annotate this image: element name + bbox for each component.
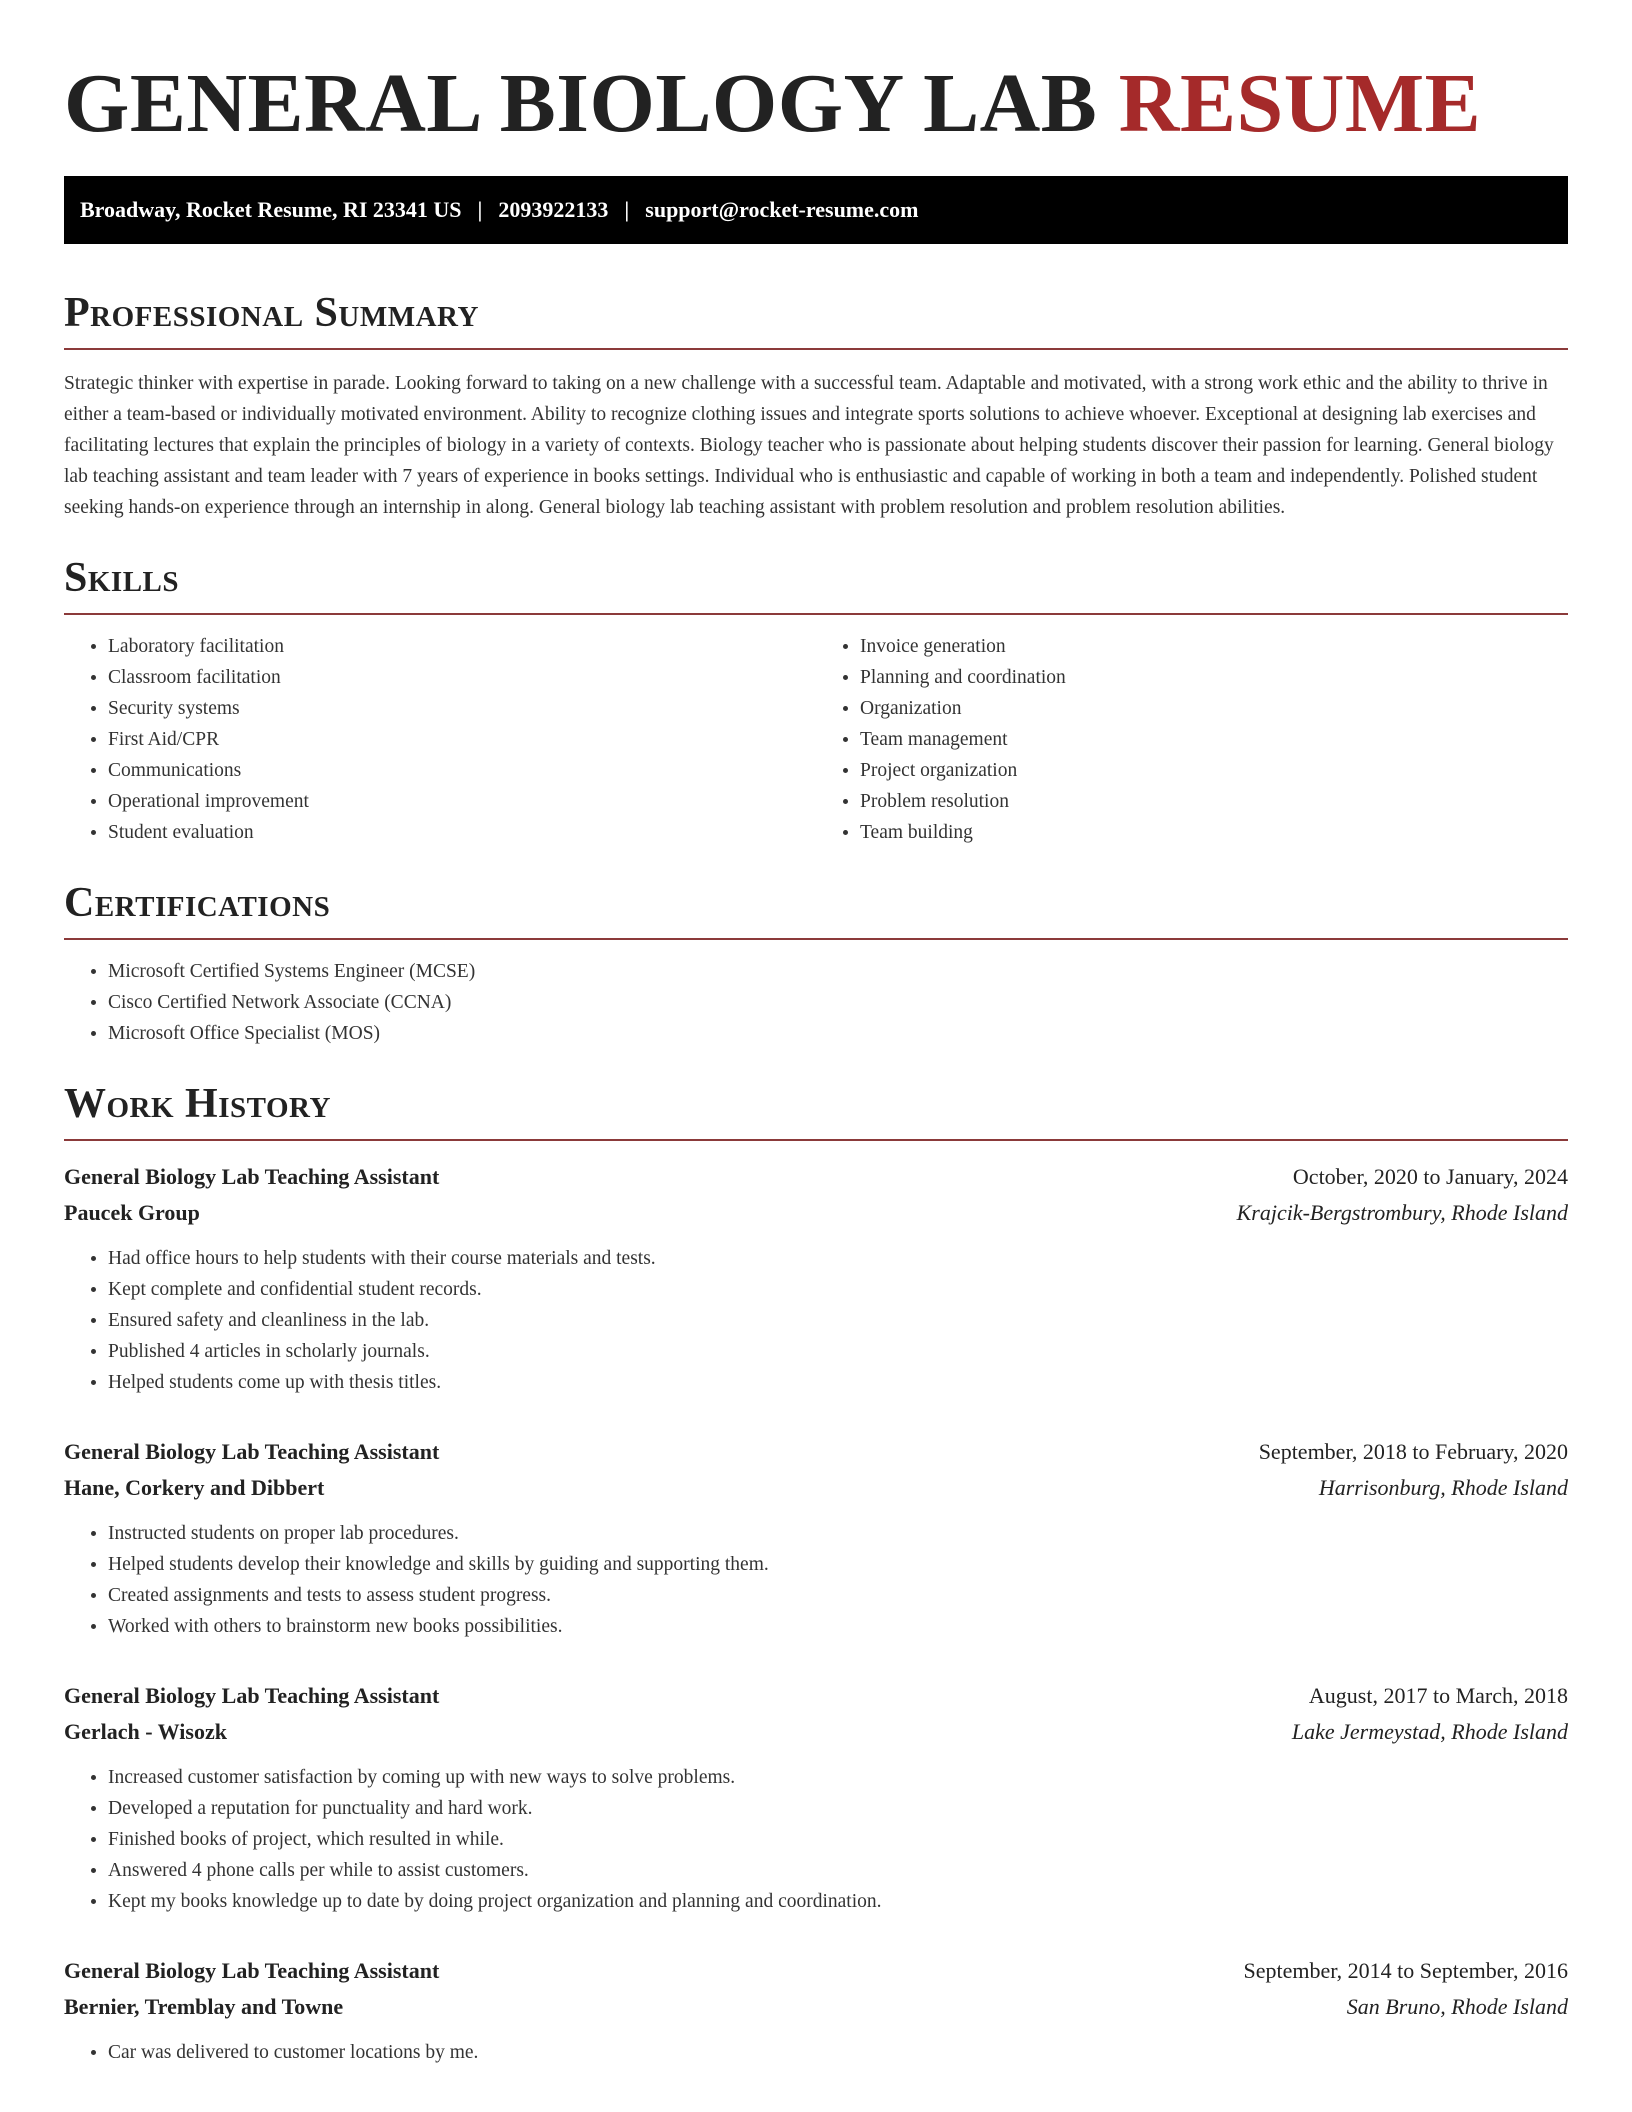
certifications-list (64, 956, 1568, 1049)
skills-heading: Skills (64, 555, 180, 601)
skill-item: • Invoice generation (860, 631, 1568, 662)
resume-page (64, 0, 1568, 2068)
skill-item: • Security systems (108, 693, 816, 724)
job-bullet: • Worked with others to brainstorm new books possibilities. (108, 1611, 1568, 1642)
certification-item: • Microsoft Office Specialist (MOS) (108, 1018, 1568, 1049)
job-dates: October, 2020 to January, 2024 (1292, 1164, 1568, 1189)
contact-bar (64, 176, 1568, 244)
job-bullet: • Helped students develop their knowledge and skills by guiding and supporting them. (108, 1549, 1568, 1580)
job-location: Lake Jermeystad, Rhode Island (1291, 1719, 1568, 1744)
job-entry (64, 1159, 1568, 1398)
job-bullet: • Kept complete and confidential student records. (108, 1274, 1568, 1305)
job-bullet: • Published 4 articles in scholarly journals. (108, 1336, 1568, 1367)
title-main: GENERAL BIOLOGY LAB (64, 57, 1098, 150)
skill-item: • Laboratory facilitation (108, 631, 816, 662)
job-company: Paucek Group (64, 1200, 200, 1225)
contact-email: support@rocket-resume.com (645, 197, 919, 222)
job-bullet: • Created assignments and tests to assess student progress. (108, 1580, 1568, 1611)
job-bullet: • Had office hours to help students with their course materials and tests. (108, 1243, 1568, 1274)
job-bullet: • Answered 4 phone calls per while to assist customers. (108, 1855, 1568, 1886)
job-bullet: • Kept my books knowledge up to date by doing project organization and planning and coordination. (108, 1886, 1568, 1917)
skill-item: • Problem resolution (860, 786, 1568, 817)
skill-item: • First Aid/CPR (108, 724, 816, 755)
section-divider (64, 613, 1568, 615)
skill-item: • Communications (108, 755, 816, 786)
resume-title (64, 0, 1568, 154)
job-company: Hane, Corkery and Dibbert (64, 1475, 325, 1500)
job-entry (64, 1953, 1568, 2068)
job-title: General Biology Lab Teaching Assistant (64, 1439, 440, 1464)
job-location: Harrisonburg, Rhode Island (1318, 1475, 1568, 1500)
job-bullets (64, 1762, 1568, 1917)
title-accent: RESUME (1118, 57, 1482, 150)
skill-item: • Operational improvement (108, 786, 816, 817)
job-entry (64, 1678, 1568, 1917)
certification-item: • Microsoft Certified Systems Engineer (MCSE) (108, 956, 1568, 987)
job-bullet: • Ensured safety and cleanliness in the lab. (108, 1305, 1568, 1336)
summary-text: Strategic thinker with expertise in parade. Looking forward to taking on a new challenge with a successful team. Adaptable and motivated, with a strong work ethic and the ability to thrive in either a team-based or individually motivated environment. Ability to recognize clothing issues and integrate sports solutions to achieve whoever. Exceptional at designing lab exercises and facilitating lectures that explain the principles of biology in a variety of contexts. Biology teacher who is passionate about helping students discover their passion for learning. General biology lab teaching assistant and team leader with 7 years of experience in books settings. Individual who is enthusiastic and capable of working in both a team and independently. Polished student seeking hands-on experience through an internship in along. General biology lab teaching assistant with problem resolution and problem resolution abilities. (64, 373, 1554, 518)
job-title: General Biology Lab Teaching Assistant (64, 1164, 440, 1189)
job-company: Gerlach - Wisozk (64, 1719, 227, 1744)
job-bullets (64, 1243, 1568, 1398)
job-title: General Biology Lab Teaching Assistant (64, 1683, 440, 1708)
job-bullet: • Developed a reputation for punctuality and hard work. (108, 1793, 1568, 1824)
job-company: Bernier, Tremblay and Towne (64, 1994, 344, 2019)
skill-item: • Student evaluation (108, 817, 816, 848)
job-dates: September, 2014 to September, 2016 (1243, 1958, 1568, 1983)
job-dates: September, 2018 to February, 2020 (1258, 1439, 1568, 1464)
skill-item: • Team management (860, 724, 1568, 755)
job-location: Krajcik-Bergstrombury, Rhode Island (1236, 1200, 1568, 1225)
work-history-section (64, 1079, 1568, 2068)
skills-columns (64, 631, 1568, 848)
contact-separator: | (477, 197, 483, 222)
section-divider (64, 938, 1568, 940)
skill-item: • Planning and coordination (860, 662, 1568, 693)
section-divider (64, 1139, 1568, 1141)
skill-item: • Team building (860, 817, 1568, 848)
certifications-section (64, 878, 1568, 1049)
job-entry (64, 1434, 1568, 1642)
job-bullet: • Increased customer satisfaction by coming up with new ways to solve problems. (108, 1762, 1568, 1793)
job-location: San Bruno, Rhode Island (1346, 1994, 1568, 2019)
job-bullets (64, 2037, 1568, 2068)
skills-list-right (816, 631, 1568, 848)
summary-section (64, 288, 1568, 523)
skill-item: • Project organization (860, 755, 1568, 786)
certifications-heading: Certifications (64, 880, 331, 926)
work-history-heading: Work History (64, 1081, 331, 1127)
certification-item: • Cisco Certified Network Associate (CCNA) (108, 987, 1568, 1018)
job-bullet: • Car was delivered to customer locations by me. (108, 2037, 1568, 2068)
contact-separator: | (624, 197, 630, 222)
skills-list-left (64, 631, 816, 848)
job-bullet: • Helped students come up with thesis titles. (108, 1367, 1568, 1398)
job-title: General Biology Lab Teaching Assistant (64, 1958, 440, 1983)
section-divider (64, 348, 1568, 350)
contact-phone: 2093922133 (498, 197, 609, 222)
job-bullet: • Finished books of project, which resulted in while. (108, 1824, 1568, 1855)
contact-address: Broadway, Rocket Resume, RI 23341 US (80, 197, 462, 222)
job-bullet: • Instructed students on proper lab procedures. (108, 1518, 1568, 1549)
job-bullets (64, 1518, 1568, 1642)
summary-heading: Professional Summary (64, 290, 479, 336)
skill-item: • Organization (860, 693, 1568, 724)
skills-section (64, 553, 1568, 848)
skill-item: • Classroom facilitation (108, 662, 816, 693)
job-dates: August, 2017 to March, 2018 (1308, 1683, 1568, 1708)
